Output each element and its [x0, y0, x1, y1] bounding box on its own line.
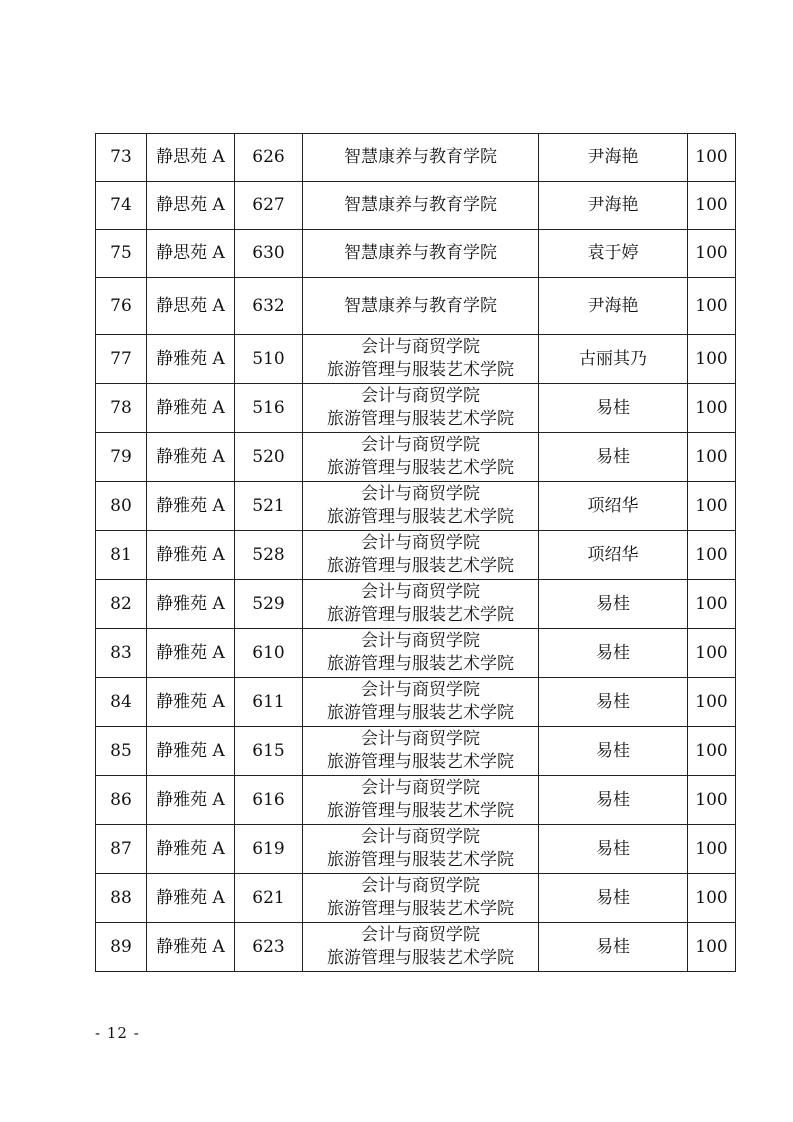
score-cell: 100	[688, 825, 736, 874]
college-name-line: 旅游管理与服装艺术学院	[327, 948, 514, 968]
room-number-cell: 626	[235, 134, 303, 182]
college-name-line: 会计与商贸学院	[361, 925, 480, 945]
score-cell: 100	[688, 580, 736, 629]
supervisor-name-cell: 易桂	[539, 678, 688, 727]
college-cell	[303, 230, 539, 278]
college-name-line: 旅游管理与服装艺术学院	[327, 360, 514, 380]
row-number-cell: 75	[96, 230, 147, 278]
college-cell	[303, 278, 539, 335]
supervisor-name-cell: 易桂	[539, 629, 688, 678]
college-name-line: 旅游管理与服装艺术学院	[327, 850, 514, 870]
supervisor-name-cell: 项绍华	[539, 482, 688, 531]
building-cell: 静雅苑 A	[147, 580, 235, 629]
score-cell: 100	[688, 230, 736, 278]
college-cell	[303, 923, 539, 972]
score-cell: 100	[688, 482, 736, 531]
college-name-line: 旅游管理与服装艺术学院	[327, 703, 514, 723]
college-cell	[303, 384, 539, 433]
score-cell: 100	[688, 874, 736, 923]
score-cell: 100	[688, 776, 736, 825]
supervisor-name-cell: 袁于婷	[539, 230, 688, 278]
table-row	[96, 182, 736, 230]
row-number-cell: 88	[96, 874, 147, 923]
college-name-line: 会计与商贸学院	[361, 680, 480, 700]
score-cell: 100	[688, 678, 736, 727]
college-name-line: 会计与商贸学院	[361, 533, 480, 553]
table-row	[96, 230, 736, 278]
college-name-line: 旅游管理与服装艺术学院	[327, 556, 514, 576]
row-number-cell: 84	[96, 678, 147, 727]
college-name-line: 智慧康养与教育学院	[344, 295, 497, 316]
college-name-line: 旅游管理与服装艺术学院	[327, 605, 514, 625]
room-number-cell: 521	[235, 482, 303, 531]
table-row	[96, 727, 736, 776]
college-name-line: 会计与商贸学院	[361, 827, 480, 847]
college-name-line: 旅游管理与服装艺术学院	[327, 409, 514, 429]
row-number-cell: 76	[96, 278, 147, 335]
score-cell: 100	[688, 923, 736, 972]
table-row	[96, 776, 736, 825]
room-number-cell: 623	[235, 923, 303, 972]
row-number-cell: 74	[96, 182, 147, 230]
supervisor-name-cell: 项绍华	[539, 531, 688, 580]
table-row	[96, 923, 736, 972]
score-cell: 100	[688, 727, 736, 776]
college-cell	[303, 776, 539, 825]
college-name-line: 会计与商贸学院	[361, 435, 480, 455]
building-cell: 静雅苑 A	[147, 825, 235, 874]
table-row	[96, 825, 736, 874]
score-cell: 100	[688, 134, 736, 182]
dormitory-score-table	[95, 133, 736, 972]
room-number-cell: 529	[235, 580, 303, 629]
building-cell: 静思苑 A	[147, 230, 235, 278]
supervisor-name-cell: 易桂	[539, 776, 688, 825]
room-number-cell: 632	[235, 278, 303, 335]
row-number-cell: 83	[96, 629, 147, 678]
supervisor-name-cell: 易桂	[539, 825, 688, 874]
room-number-cell: 611	[235, 678, 303, 727]
row-number-cell: 80	[96, 482, 147, 531]
room-number-cell: 630	[235, 230, 303, 278]
row-number-cell: 82	[96, 580, 147, 629]
page-number: - 12 -	[95, 1024, 140, 1042]
college-name-line: 旅游管理与服装艺术学院	[327, 801, 514, 821]
college-cell	[303, 531, 539, 580]
college-name-line: 智慧康养与教育学院	[344, 195, 497, 215]
college-cell	[303, 874, 539, 923]
supervisor-name-cell: 易桂	[539, 923, 688, 972]
building-cell: 静思苑 A	[147, 134, 235, 182]
score-cell: 100	[688, 629, 736, 678]
supervisor-name-cell: 古丽其乃	[539, 335, 688, 384]
table-body	[96, 134, 736, 972]
supervisor-name-cell: 易桂	[539, 580, 688, 629]
room-number-cell: 616	[235, 776, 303, 825]
table-row	[96, 134, 736, 182]
college-name-line: 旅游管理与服装艺术学院	[327, 899, 514, 919]
college-cell	[303, 727, 539, 776]
college-cell	[303, 335, 539, 384]
college-name-line: 智慧康养与教育学院	[344, 147, 497, 167]
college-name-line: 会计与商贸学院	[361, 484, 480, 504]
row-number-cell: 86	[96, 776, 147, 825]
score-cell: 100	[688, 433, 736, 482]
row-number-cell: 73	[96, 134, 147, 182]
college-name-line: 会计与商贸学院	[361, 778, 480, 798]
college-cell	[303, 580, 539, 629]
room-number-cell: 610	[235, 629, 303, 678]
score-cell: 100	[688, 335, 736, 384]
building-cell: 静雅苑 A	[147, 727, 235, 776]
supervisor-name-cell: 尹海艳	[539, 278, 688, 335]
room-number-cell: 528	[235, 531, 303, 580]
college-name-line: 旅游管理与服装艺术学院	[327, 507, 514, 527]
building-cell: 静雅苑 A	[147, 335, 235, 384]
row-number-cell: 85	[96, 727, 147, 776]
room-number-cell: 627	[235, 182, 303, 230]
row-number-cell: 87	[96, 825, 147, 874]
table-row	[96, 678, 736, 727]
score-cell: 100	[688, 384, 736, 433]
score-cell: 100	[688, 531, 736, 580]
table-row	[96, 874, 736, 923]
building-cell: 静雅苑 A	[147, 923, 235, 972]
table-row	[96, 278, 736, 335]
room-number-cell: 510	[235, 335, 303, 384]
supervisor-name-cell: 尹海艳	[539, 182, 688, 230]
college-cell	[303, 182, 539, 230]
college-name-line: 智慧康养与教育学院	[344, 243, 497, 263]
row-number-cell: 81	[96, 531, 147, 580]
building-cell: 静雅苑 A	[147, 678, 235, 727]
building-cell: 静雅苑 A	[147, 874, 235, 923]
supervisor-name-cell: 尹海艳	[539, 134, 688, 182]
college-cell	[303, 482, 539, 531]
college-name-line: 旅游管理与服装艺术学院	[327, 654, 514, 674]
table-row	[96, 433, 736, 482]
room-number-cell: 520	[235, 433, 303, 482]
table-row	[96, 629, 736, 678]
college-name-line: 会计与商贸学院	[361, 876, 480, 896]
supervisor-name-cell: 易桂	[539, 433, 688, 482]
room-number-cell: 619	[235, 825, 303, 874]
supervisor-name-cell: 易桂	[539, 384, 688, 433]
building-cell: 静雅苑 A	[147, 531, 235, 580]
row-number-cell: 79	[96, 433, 147, 482]
college-cell	[303, 678, 539, 727]
table-row	[96, 531, 736, 580]
row-number-cell: 89	[96, 923, 147, 972]
building-cell: 静雅苑 A	[147, 433, 235, 482]
building-cell: 静思苑 A	[147, 278, 235, 335]
supervisor-name-cell: 易桂	[539, 727, 688, 776]
building-cell: 静雅苑 A	[147, 776, 235, 825]
college-name-line: 旅游管理与服装艺术学院	[327, 458, 514, 478]
building-cell: 静雅苑 A	[147, 482, 235, 531]
row-number-cell: 77	[96, 335, 147, 384]
row-number-cell: 78	[96, 384, 147, 433]
college-cell	[303, 825, 539, 874]
score-cell: 100	[688, 182, 736, 230]
room-number-cell: 516	[235, 384, 303, 433]
building-cell: 静雅苑 A	[147, 629, 235, 678]
room-number-cell: 621	[235, 874, 303, 923]
building-cell: 静思苑 A	[147, 182, 235, 230]
score-cell: 100	[688, 278, 736, 335]
college-name-line: 会计与商贸学院	[361, 729, 480, 749]
college-name-line: 会计与商贸学院	[361, 386, 480, 406]
college-name-line: 会计与商贸学院	[361, 582, 480, 602]
table-row	[96, 482, 736, 531]
college-cell	[303, 433, 539, 482]
college-cell	[303, 629, 539, 678]
supervisor-name-cell: 易桂	[539, 874, 688, 923]
room-number-cell: 615	[235, 727, 303, 776]
college-name-line: 会计与商贸学院	[361, 631, 480, 651]
table-row	[96, 335, 736, 384]
college-cell	[303, 134, 539, 182]
college-name-line: 旅游管理与服装艺术学院	[327, 752, 514, 772]
building-cell: 静雅苑 A	[147, 384, 235, 433]
college-name-line: 会计与商贸学院	[361, 337, 480, 357]
table-row	[96, 384, 736, 433]
table-row	[96, 580, 736, 629]
